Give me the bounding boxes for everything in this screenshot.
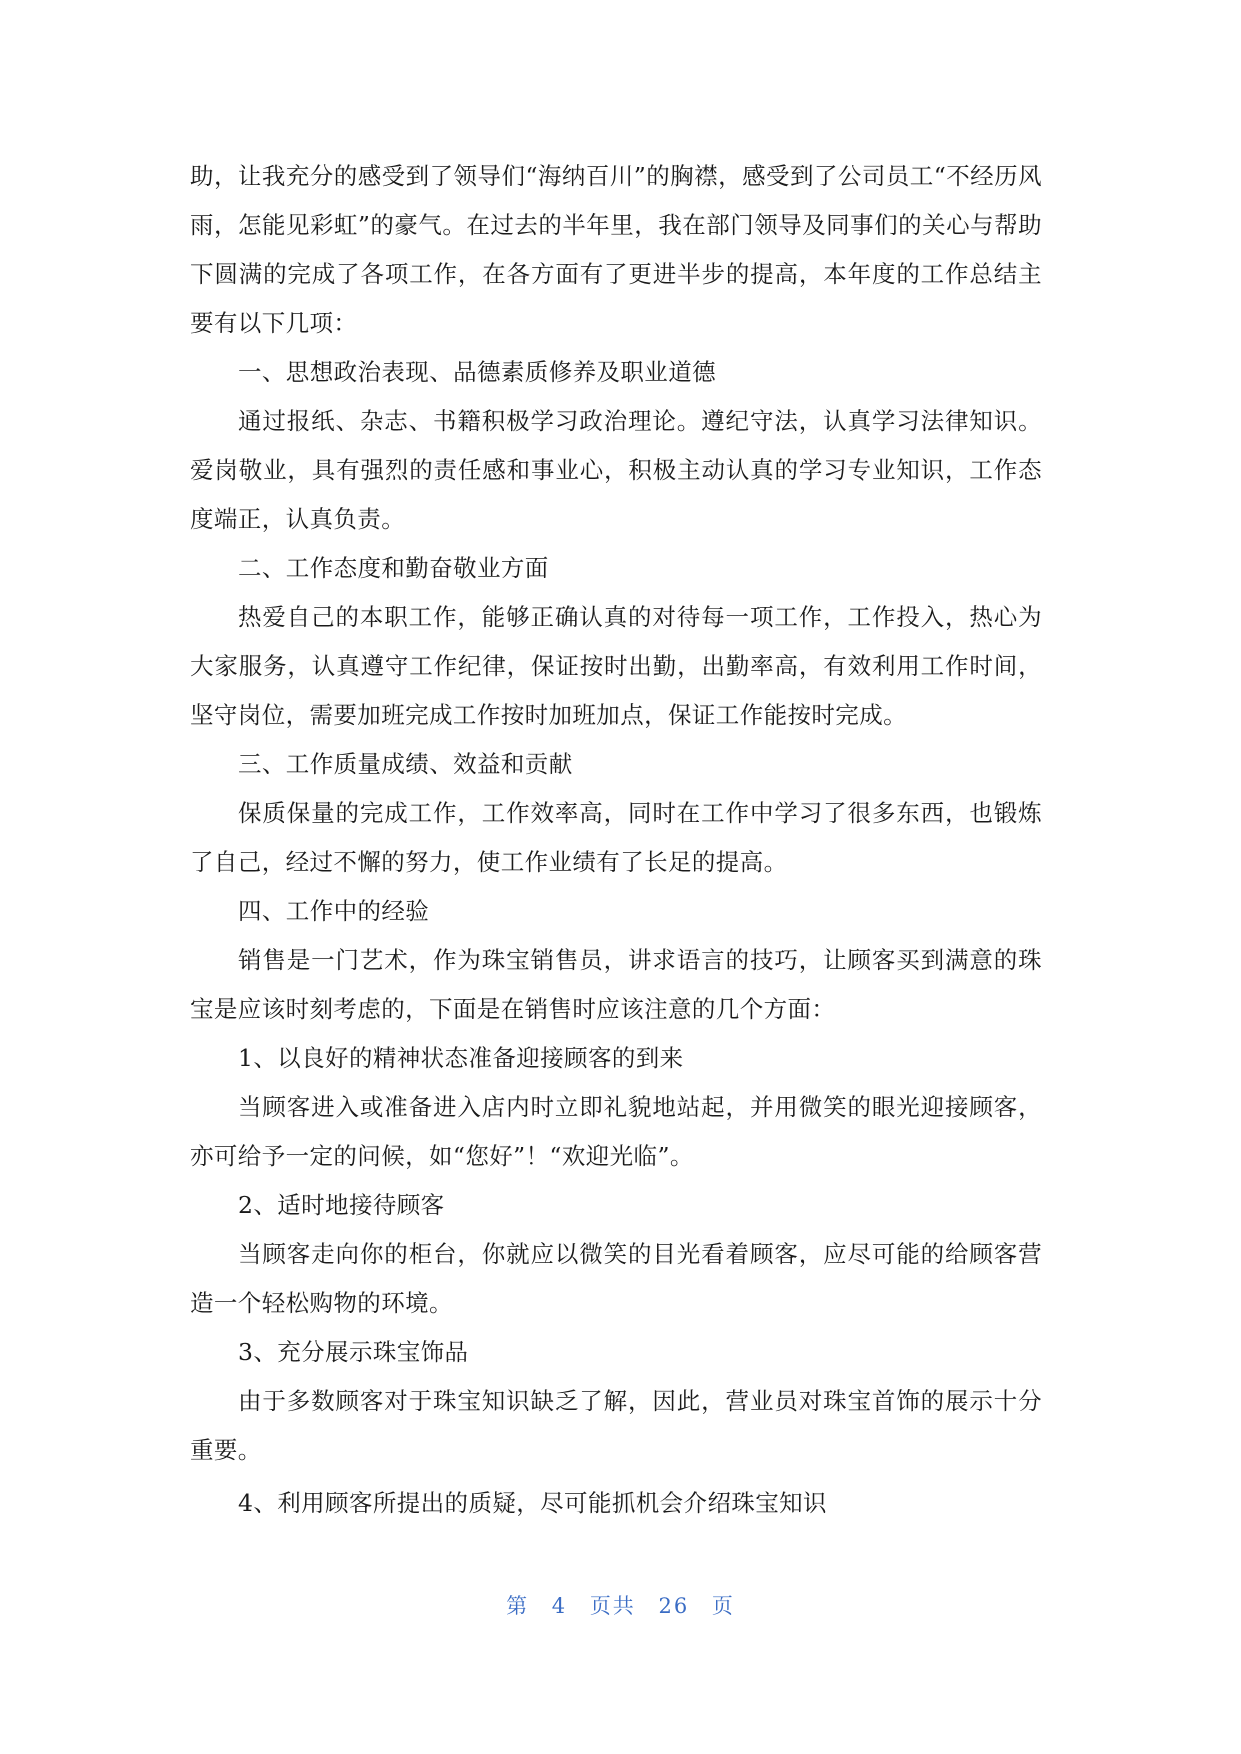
footer-page-suffix: 页 [711, 1594, 735, 1618]
footer-page-mid: 页共 [589, 1594, 636, 1618]
heading-section-3: 三、工作质量成绩、效益和贡献 [238, 750, 573, 778]
paragraph-section-1: 通过报纸、杂志、书籍积极学习政治理论。遵纪守法，认真学习法律知识。爱岗敬业，具有强烈的责任感和事业心，积极主动认真的学习专业知识，工作态度端正，认真负责。 [190, 407, 1042, 533]
heading-item-4: 4、利用顾客所提出的质疑，尽可能抓机会介绍珠宝知识 [238, 1489, 827, 1517]
footer-current-page: 4 [551, 1594, 568, 1618]
paragraph-item-3: 由于多数顾客对于珠宝知识缺乏了解，因此，营业员对珠宝首饰的展示十分重要。 [190, 1387, 1042, 1464]
heading-item-2: 2、适时地接待顾客 [238, 1191, 445, 1219]
paragraph-section-2: 热爱自己的本职工作，能够正确认真的对待每一项工作，工作投入，热心为大家服务，认真遵守工作纪律，保证按时出勤，出勤率高，有效利用工作时间，坚守岗位，需要加班完成工作按时加班加点，保证工作能按时完成。 [190, 603, 1042, 729]
paragraph-item-1: 当顾客进入或准备进入店内时立即礼貌地站起，并用微笑的眼光迎接顾客，亦可给予一定的问候，如“您好”！“欢迎光临”。 [190, 1093, 1042, 1170]
heading-item-1: 1、以良好的精神状态准备迎接顾客的到来 [238, 1044, 684, 1072]
heading-section-2: 二、工作态度和勤奋敬业方面 [238, 554, 549, 582]
document-body [190, 152, 1042, 1528]
footer-total-pages: 26 [658, 1594, 690, 1618]
paragraph-item-2: 当顾客走向你的柜台，你就应以微笑的目光看着顾客，应尽可能的给顾客营造一个轻松购物的环境。 [190, 1240, 1042, 1317]
paragraph-section-3: 保质保量的完成工作，工作效率高，同时在工作中学习了很多东西，也锻炼了自己，经过不懈的努力，使工作业绩有了长足的提高。 [190, 799, 1042, 876]
heading-section-1: 一、思想政治表现、品德素质修养及职业道德 [238, 358, 716, 386]
heading-section-4: 四、工作中的经验 [238, 897, 430, 925]
heading-item-3: 3、充分展示珠宝饰品 [238, 1338, 469, 1366]
footer-page-prefix: 第 [506, 1594, 530, 1618]
paragraph-section-4: 销售是一门艺术，作为珠宝销售员，讲求语言的技巧，让顾客买到满意的珠宝是应该时刻考虑的，下面是在销售时应该注意的几个方面： [190, 946, 1042, 1023]
paragraph-intro: 助，让我充分的感受到了领导们“海纳百川”的胸襟，感受到了公司员工“不经历风雨，怎能见彩虹”的豪气。在过去的半年里，我在部门领导及同事们的关心与帮助下圆满的完成了各项工作，在各方面有了更进半步的提高，本年度的工作总结主要有以下几项： [190, 162, 1042, 337]
page-footer [0, 1590, 1241, 1620]
